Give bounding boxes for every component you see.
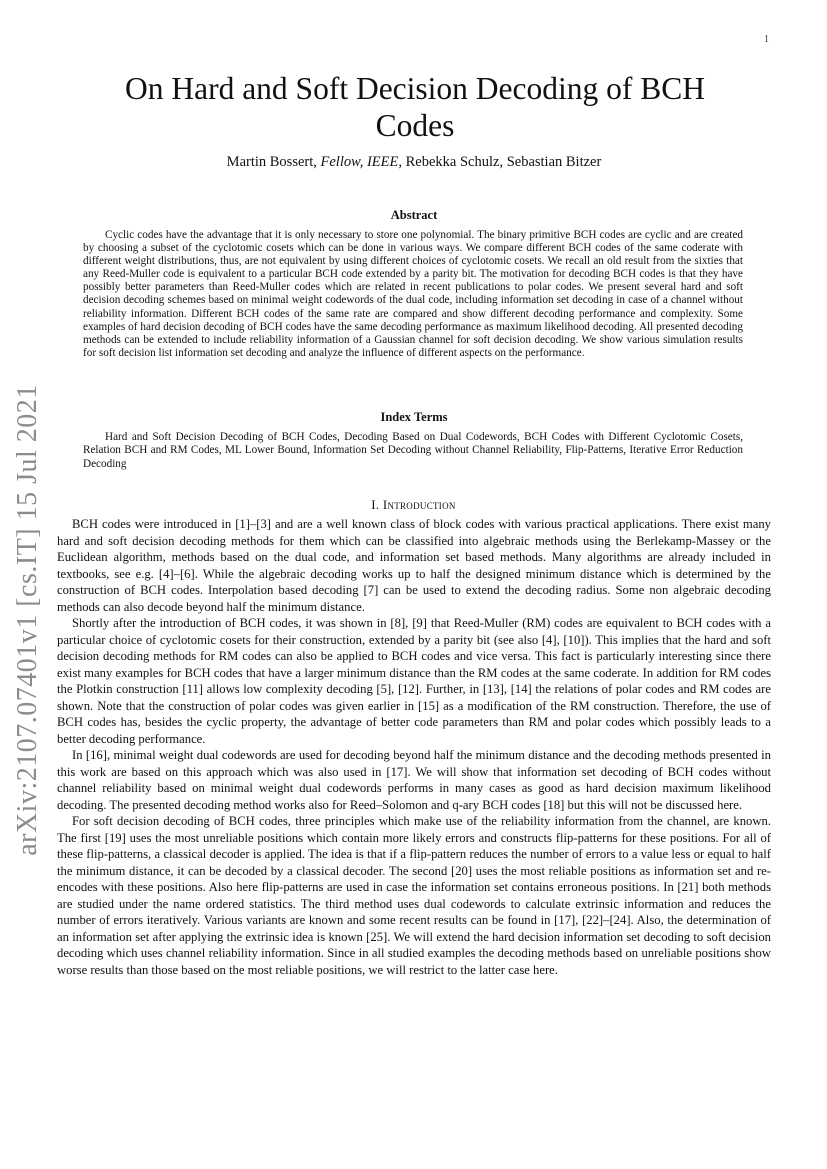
paragraph: In [16], minimal weight dual codewords are used for decoding beyond half the minimum distance and the decoding methods presented in this work are based on this approach which was also used in [17]. We will show that information set decoding of BCH codes without channel reliability based on minimal weight dual codewords performs in many cases as good as hard decision maximum likelihood decoding. The presented decoding method works also for Reed–Solomon and q-ary BCH codes [18] but this will not be discussed here. (57, 748, 771, 812)
arxiv-identifier-stamp (10, 380, 46, 860)
page-number: 1 (764, 34, 769, 45)
author-rest: Rebekka Schulz, Sebastian Bitzer (405, 154, 602, 170)
index-terms-text: Hard and Soft Decision Decoding of BCH Codes, Decoding Based on Dual Codewords, BCH Codes with Different Cyclotomic Cosets, Relation BCH and RM Codes, ML Lower Bound, Information Set Decoding without Channel Reliability, Flip-Patterns, Iterative Error Reduction Decoding (83, 431, 743, 470)
section-title: Introduction (382, 498, 456, 512)
abstract-text: Cyclic codes have the advantage that it is only necessary to store one polynomial. The binary primitive BCH codes are cyclic and are created by choosing a subset of the cyclotomic cosets which can be done in various ways. We compare different BCH codes of the same coderate with different weight distributions, thus, are not equivalent by using different choices of cyclotomic cosets. We recall an old result from the sixties that any Reed-Muller code is equivalent to a particular BCH code extended by a parity bit. The motivation for decoding BCH codes is that they have possibly better parameters than Reed-Muller codes which are related in recent publications to polar codes. We present several hard and soft decision decoding schemes based on minimal weight codewords of the dual code, including information set decoding in case of a channel without reliability information. Different BCH codes of the same rate are compared and show different decoding performance and complexity. Some examples of hard decision decoding of BCH codes have the same decoding performance as maximum likelihood decoding. All presented decoding methods can be extended to include reliability information of a Gaussian channel for soft decision decoding. We show various simulation results for soft decision list information set decoding and analyze the influence of different aspects on the performance. (83, 229, 743, 359)
arxiv-identifier-text: arXiv:2107.07401v1 [cs.IT] 15 Jul 2021 (12, 384, 44, 856)
abstract-heading: Abstract (390, 208, 438, 222)
section-heading (57, 498, 770, 513)
paragraph: Shortly after the introduction of BCH codes, it was shown in [8], [9] that Reed-Muller (RM) codes are equivalent to BCH codes with a particular choice of cyclotomic cosets for their construction, extended by a parity bit (see also [4], [10]). This implies that the hard and soft decision decoding methods for RM codes can also be applied to BCH codes and vice versa. This fact is particularly interesting since there exist many examples for BCH codes that have a larger minimum distance than the RM codes at the same coderate. In addition for RM codes the Plotkin construction [11] allows low complexity decoding [5], [12]. Further, in [13], [14] the relations of polar codes and RM codes are shown. Note that the construction of polar codes was given earlier in [15] as a modification of the RM construction. Therefore, the use of BCH codes has, besides the cyclic property, the advantage of better code parameters than RM and polar codes which possibly leads to a better decoding performance. (57, 616, 771, 746)
author-line (80, 153, 748, 171)
paragraph: For soft decision decoding of BCH codes, three principles which make use of the reliability information from the channel, are known. The first [19] uses the most unreliable positions which contain more likely errors and constructs flip-patterns for these positions. For all of these flip-patterns, a classical decoder is applied. The idea is that if a flip-pattern reduces the number of errors to a value less or equal to half the minimum distance, it can be decoded by a classical decoder. The second [20] uses the most reliable positions as information set and re-encodes with these positions. Also here flip-patterns are used in case the information set contains erroneous positions. In [21] both methods are studied under the name ordered statistics. The third method uses dual codewords to calculate extrinsic information and reduces the number of errors iteratively. Various variants are known and some recent results can be found in [17], [22]–[24]. Also, the determination of an information set after applying the extrinsic idea is known [25]. We will extend the hard decision information set decoding to soft decision decoding which uses channel reliability information. Since in all studied examples the decoding methods based on unreliable positions show worse results than those based on the most reliable positions, we will restrict to the latter case here. (57, 814, 771, 977)
index-terms-heading: Index Terms (380, 410, 448, 424)
section-number: I. (371, 498, 380, 512)
author-first: Martin Bossert, (226, 154, 317, 170)
introduction-body (57, 516, 771, 978)
paper-title: On Hard and Soft Decision Decoding of BCH Codes (124, 71, 706, 143)
author-first-title: Fellow, IEEE, (320, 154, 402, 170)
paragraph: BCH codes were introduced in [1]–[3] and are a well known class of block codes with various practical applications. There exist many hard and soft decision decoding methods for them which can be classified into algebraic methods using the Berlekamp-Massey or the Euclidean algorithm, methods based on the dual code, and information set based methods. Many algorithms are already included in textbooks, see e.g. [4]–[6]. While the algebraic decoding works up to half the designed minimum distance which is determined by the construction of BCH codes. Interpolation based decoding [7] can be used to extend the decoding radius. Some non algebraic decoding methods can also decode beyond half the minimum distance. (57, 517, 771, 614)
